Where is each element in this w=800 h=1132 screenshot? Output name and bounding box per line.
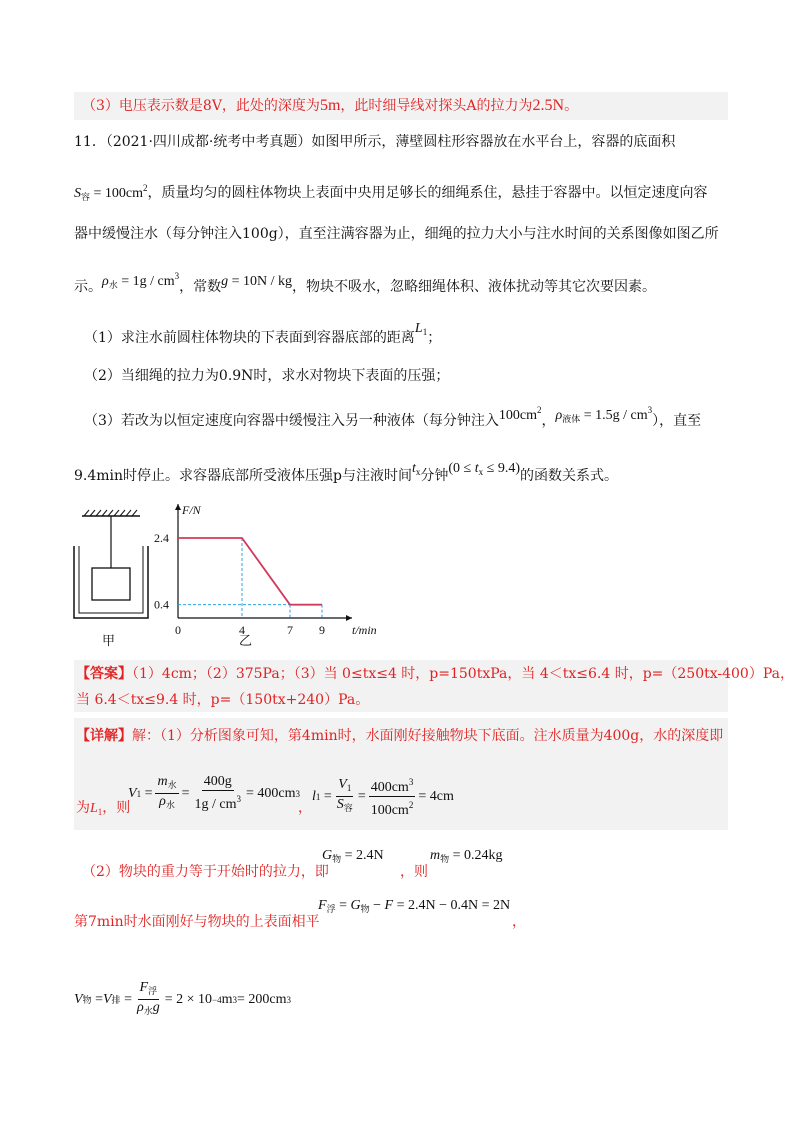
answer-line-1: 【答案】（1）4cm；（2）375Pa；（3）当 0≤tx≤4 时，p=150txPa，当 4＜tx≤6.4 时，p=（250tx-400）Pa， bbox=[76, 666, 794, 682]
prev-answer-line: （3）电压表示数是8V，此处的深度为5m，此时细导线对探头A的拉力为2.5N。 bbox=[82, 97, 579, 114]
detail-step-2: （2）物块的重力等于开始时的拉力，即 bbox=[82, 864, 329, 880]
y-tick-label: 0.4 bbox=[154, 597, 169, 612]
origin-label: 0 bbox=[175, 623, 181, 637]
x-axis-arrow bbox=[346, 615, 352, 621]
question-part-3: （3）若改为以恒定速度向容器中缓慢注入另一种液体（每分钟注入$100cm^2$，$\rho_{液体} = 1.5g / cm^3$），直至 bbox=[84, 405, 702, 429]
x-tick-label: 9 bbox=[319, 623, 325, 637]
question-line-2: $S_容 = 100cm^2$，质量均匀的圆柱体物块上表面中央用足够长的细绳系住，悬挂于容器中。以恒定速度向容 bbox=[74, 183, 708, 202]
detail-step-2-then: ，则 bbox=[400, 864, 428, 880]
equation-length: l 1 = $\frac{V_1}{S_容}$ = $\frac{400cm^3}{100cm^2}$ = 4cm bbox=[312, 774, 454, 819]
force-time-chart bbox=[154, 503, 377, 637]
equation-gravity: $G_物 = 2.4N$ bbox=[322, 848, 384, 864]
answer-line-2: 当 6.4＜tx≤9.4 时，p=（150tx+240）Pa。 bbox=[76, 692, 370, 708]
equation-mass: $m_物 = 0.24kg$ bbox=[430, 848, 503, 864]
formula-rho-water: $\rho_水 = 1g / cm^3$ bbox=[102, 271, 180, 290]
container-diagram bbox=[74, 510, 148, 618]
detail-line-1: 【详解】解：（1）分析图象可知，第4min时，水面刚好接触物块下底面。注水质量为400g，水的深度即 bbox=[76, 728, 724, 744]
formula-rho-liquid: $\rho_{液体} = 1.5g / cm^3$ bbox=[555, 405, 653, 424]
question-line-4: 示。$\rho_水 = 1g / cm^3$，常数g = 10N / kg，物块不吸水，忽略细绳体积、液体扰动等其它次要因素。 bbox=[74, 271, 657, 295]
question-part-1: （1）求注水前圆柱体物块的下表面到容器底部的距离$L_1$； bbox=[84, 321, 442, 346]
label-jia: 甲 bbox=[102, 634, 116, 649]
x-tick-label: 7 bbox=[287, 623, 293, 637]
x-tick-label: 4 bbox=[239, 623, 245, 637]
formula-g: g = 10N / kg bbox=[221, 274, 293, 289]
question-part-2: （2）当细绳的拉力为0.9N时，求水对物块下表面的压强； bbox=[84, 368, 450, 384]
detail-line-2: 为$L_1$，则 bbox=[76, 800, 131, 817]
cylinder-block bbox=[92, 568, 130, 600]
formula-area: $S_容 = 100cm^2$ bbox=[74, 183, 148, 202]
label-yi: 乙 bbox=[239, 634, 253, 649]
question-line-3: 器中缓慢注水（每分钟注入100g），直至注满容器为止，细绳的拉力大小与注水时间的关系图像如图乙所 bbox=[74, 226, 719, 242]
y-axis-label: F/N bbox=[182, 503, 201, 517]
question-part-3-cont: 9.4min时停止。求容器底部所受液体压强p与注液时间$t_x$分钟$(0 \le t_x \le 9.4)$的函数关系式。 bbox=[74, 461, 618, 484]
force-line bbox=[178, 538, 322, 605]
x-axis-label: t/min bbox=[352, 623, 377, 637]
symbol-l1: $L_1$ bbox=[414, 321, 428, 337]
question-line-1: 11．（2021·四川成都·统考中考真题）如图甲所示，薄壁圆柱形容器放在水平台上，容器的底面积 bbox=[74, 134, 676, 150]
equation-buoyancy: $F_浮 = G_物 - F = 2.4N - 0.4N = 2N$ bbox=[318, 898, 511, 914]
figure bbox=[70, 500, 377, 650]
y-tick-label: 2.4 bbox=[154, 531, 169, 545]
figure-svg bbox=[70, 500, 377, 650]
detail-step-3-comma: ， bbox=[512, 914, 526, 930]
detail-step-3: 第7min时水面刚好与物块的上表面相平 bbox=[74, 914, 320, 930]
equation-block-volume: V 物 = V 排 = $\frac{F_浮}{\rho_水g}$ = 2 × 10 −4 m 3 = 200cm 3 bbox=[74, 980, 291, 1016]
y-axis-arrow bbox=[175, 504, 181, 510]
equation-volume: V 1 = $\frac{m_水}{\rho_水}$ = $\frac{400g}{1g / cm^3}$ = 400cm 3 bbox=[128, 774, 301, 812]
